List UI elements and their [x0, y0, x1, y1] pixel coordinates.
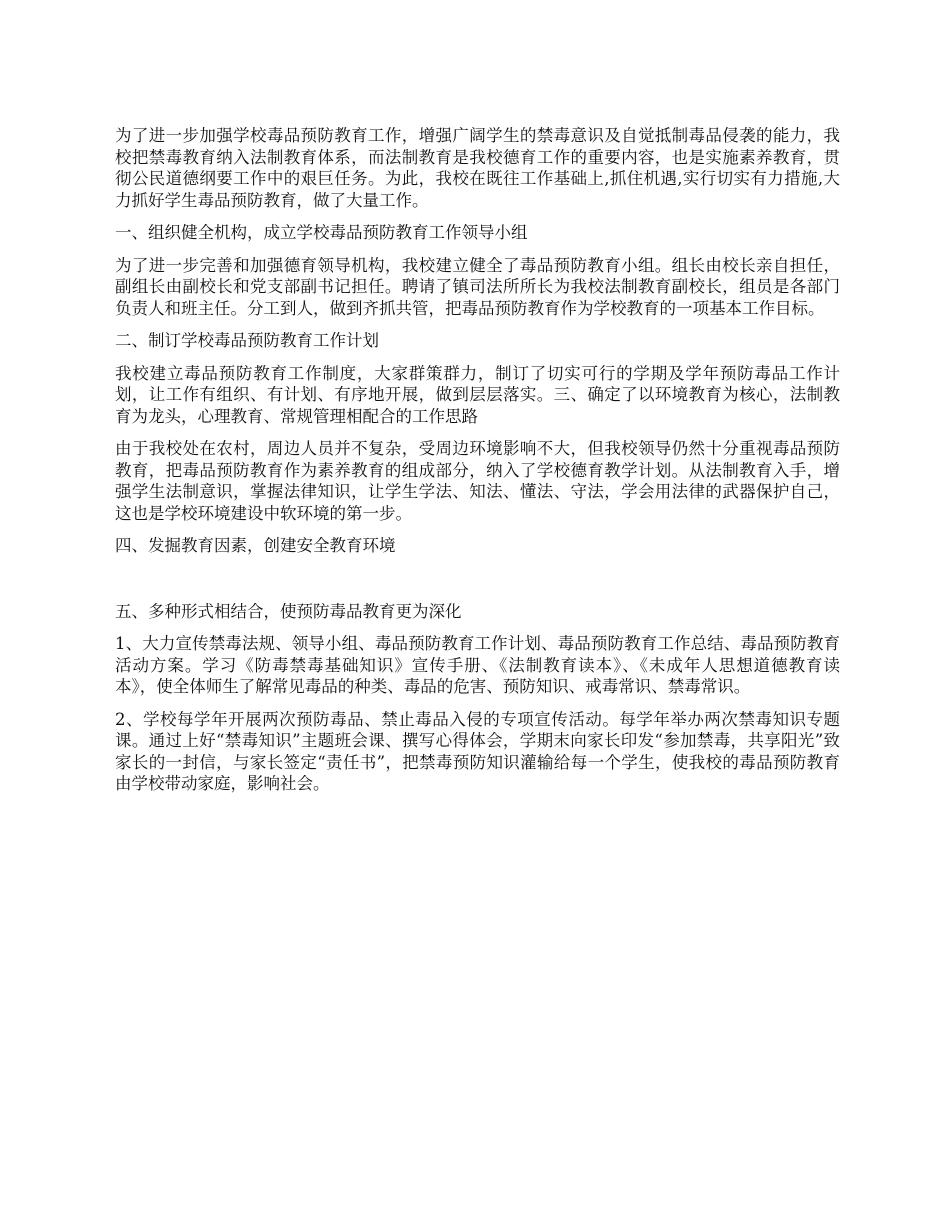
section-5-item-1: 1、大力宣传禁毒法规、领导小组、毒品预防教育工作计划、毒品预防教育工作总结、毒品预防教育活动方案。学习《防毒禁毒基础知识》宣传手册、《法制教育读本》、《未成年人思想道德教育读本》，使全体师生了解常见毒品的种类、毒品的危害、预防知识、戒毒常识、禁毒常识。 — [115, 634, 840, 696]
section-1-paragraph: 为了进一步完善和加强德育领导机构，我校建立健全了毒品预防教育小组。组长由校长亲自担任，副组长由副校长和党支部副书记担任。聘请了镇司法所所长为我校法制教育副校长，组员是各部门负责人和班主任。分工到人，做到齐抓共管，把毒品预防教育作为学校教育的一项基本工作目标。 — [115, 255, 840, 318]
section-2-heading: 二、制订学校毒品预防教育工作计划 — [115, 331, 379, 350]
blank-spacer — [115, 568, 840, 601]
section-5-heading: 五、多种形式相结合，使预防毒品教育更为深化 — [115, 601, 462, 621]
section-2-paragraph: 我校建立毒品预防教育工作制度，大家群策群力，制订了切实可行的学期及学年预防毒品工作计划，让工作有组织、有计划、有序地开展，做到层层落实。三、确定了以环境教育为核心，法制教育为龙头，心理教育、常规管理相配合的工作思路 — [115, 363, 840, 426]
section-4-heading: 四、发掘教育因素，创建安全教育环境 — [115, 536, 396, 555]
section-3-paragraph: 由于我校处在农村，周边人员并不复杂，受周边环境影响不大，但我校领导仍然十分重视毒品预防教育，把毒品预防教育作为素养教育的组成部分，纳入了学校德育教学计划。从法制教育入手，增强学生法制意识，掌握法律知识，让学生学法、知法、懂法、守法，学会用法律的武器保护自己，这也是学校环境建设中软环境的第一步。 — [115, 439, 840, 523]
document-body — [115, 125, 840, 806]
intro-paragraph: 为了进一步加强学校毒品预防教育工作，增强广阔学生的禁毒意识及自觉抵制毒品侵袭的能力，我校把禁毒教育纳入法制教育体系，而法制教育是我校德育工作的重要内容，也是实施素养教育，贯彻公民道德纲要工作中的艰巨任务。为此，我校在既往工作基础上,抓住机遇,实行切实有力措施,大力抓好学生毒品预防教育，做了大量工作。 — [115, 126, 840, 210]
section-1-heading: 一、组织健全机构，成立学校毒品预防教育工作领导小组 — [115, 223, 528, 242]
section-5-item-2: 2、学校每学年开展两次预防毒品、禁止毒品入侵的专项宣传活动。每学年举办两次禁毒知识专题课。通过上好“禁毒知识”主题班会课、撰写心得体会，学期末向家长印发“参加禁毒，共享阳光”致家长的一封信，与家长签定“责任书”，把禁毒预防知识灌输给每一个学生，使我校的毒品预防教育由学校带动家庭，影响社会。 — [115, 709, 840, 793]
